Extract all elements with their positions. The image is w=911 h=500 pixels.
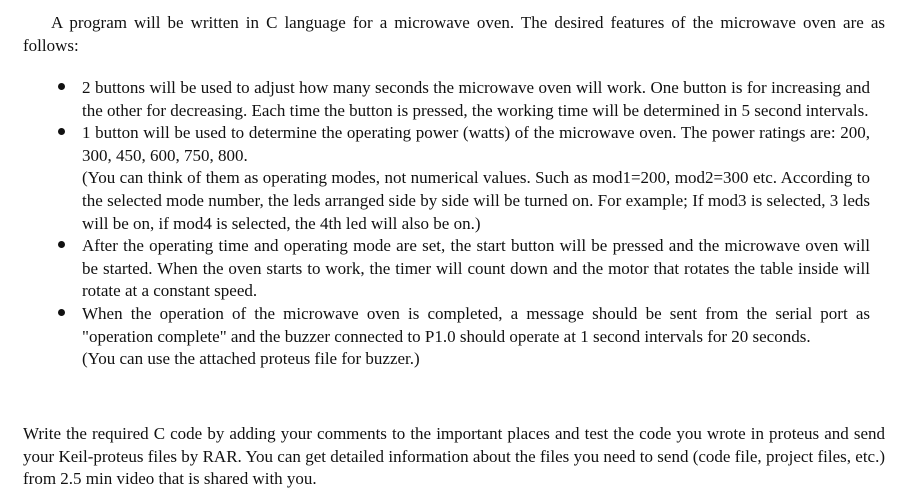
feature-list — [0, 77, 911, 371]
feature-text: After the operating time and operating mode are set, the start button will be pressed and the microwave oven will be started. When the oven starts to work, the timer will count down and the motor that rotates the table inside will rotate at a constant speed. — [82, 236, 870, 301]
bullet-icon — [58, 241, 65, 248]
feature-list-item-4 — [0, 303, 870, 371]
bullet-icon — [58, 128, 65, 135]
feature-text: 1 button will be used to determine the operating power (watts) of the microwave oven. The power ratings are: 200, 300, 450, 600, 750, 800. — [82, 123, 870, 165]
instructions-paragraph: Write the required C code by adding your comments to the important places and test the code you wrote in proteus and send your Keil-proteus files by RAR. You can get detailed information about the files you need to send (code file, project files, etc.) from 2.5 min video that is shared with you. — [23, 424, 885, 489]
intro-paragraph: A program will be written in C language for a microwave oven. The desired features of the microwave oven are as follows: — [23, 13, 885, 55]
feature-text: 2 buttons will be used to adjust how many seconds the microwave oven will work. One button is for increasing and the other for decreasing. Each time the button is pressed, the working time will be determined in 5 second intervals. — [82, 78, 870, 120]
bullet-icon — [58, 83, 65, 90]
bullet-icon — [58, 309, 65, 316]
feature-note: (You can think of them as operating modes, not numerical values. Such as mod1=200, mod2=300 etc. According to the selected mode number, the leds arranged side by side will be turned on. For example; If mod3 is selected, 3 leds will be on, if mod4 is selected, the 4th led will also be on.) — [82, 168, 870, 233]
feature-note: (You can use the attached proteus file for buzzer.) — [82, 349, 420, 369]
feature-list-item-1 — [0, 77, 870, 122]
feature-text: When the operation of the microwave oven is completed, a message should be sent from the serial port as "operation complete" and the buzzer connected to P1.0 should operate at 1 second intervals for 20 seconds. — [82, 303, 870, 346]
feature-list-item-3 — [0, 235, 870, 303]
feature-list-item-2 — [0, 122, 870, 235]
